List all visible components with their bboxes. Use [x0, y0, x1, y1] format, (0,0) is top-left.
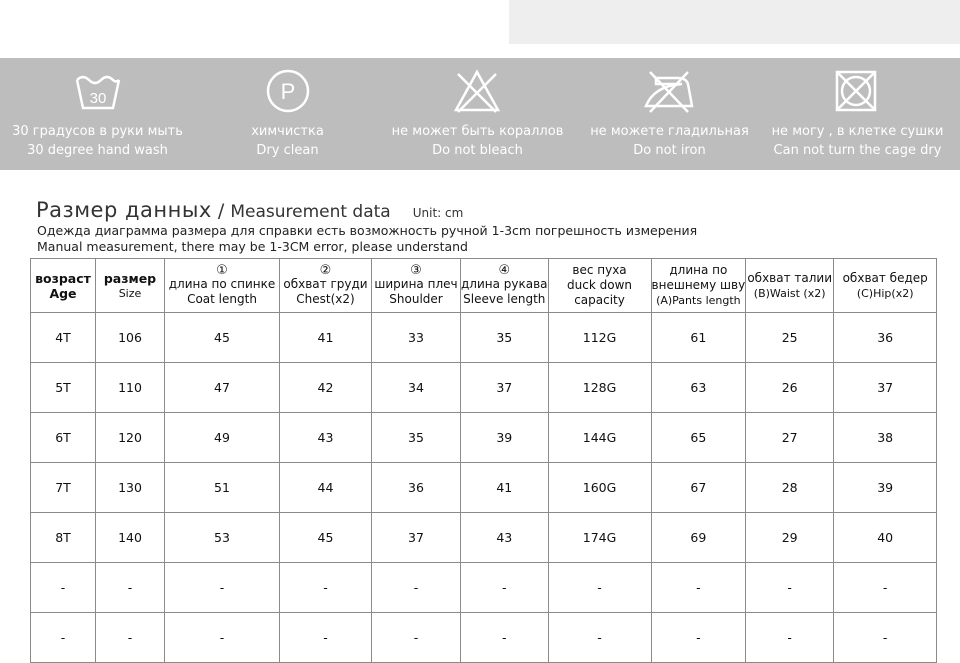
cell-sleeve-length: 37	[461, 363, 549, 413]
cell-age: 8T	[31, 513, 96, 563]
note-en: Manual measurement, there may be 1-3CM error, please understand	[37, 239, 468, 254]
cell-sleeve-length: 43	[461, 513, 549, 563]
cell-hip: 37	[834, 363, 937, 413]
cell-coat-length: 47	[165, 363, 280, 413]
care-en-text: Dry clean	[256, 143, 319, 158]
header-size: размер Size	[96, 259, 165, 313]
top-gray-box	[509, 0, 960, 44]
care-ru-text: химчистка	[251, 124, 324, 139]
cell-shoulder: -	[372, 613, 461, 663]
header-shoulder: ③ ширина плеч Shoulder	[372, 259, 461, 313]
cell-down-capacity: 174G	[548, 513, 651, 563]
care-instructions-band	[0, 58, 960, 170]
care-ru-text: не могу , в клетке сушки	[771, 124, 944, 139]
care-hand-wash	[0, 58, 195, 170]
heading-unit: Unit: cm	[412, 206, 464, 220]
header-coat-length: ① длина по спинке Coat length	[165, 259, 280, 313]
cell-waist: 29	[746, 513, 834, 563]
cell-hip: 38	[834, 413, 937, 463]
cell-chest: 43	[280, 413, 372, 463]
heading-ru: Размер данных	[36, 198, 212, 222]
cell-coat-length: 53	[165, 513, 280, 563]
cell-coat-length: -	[165, 613, 280, 663]
cell-coat-length: 51	[165, 463, 280, 513]
cell-down-capacity: 128G	[548, 363, 651, 413]
cell-sleeve-length: 39	[461, 413, 549, 463]
cell-shoulder: 34	[372, 363, 461, 413]
cell-down-capacity: 144G	[548, 413, 651, 463]
cell-hip: -	[834, 563, 937, 613]
care-no-bleach	[380, 58, 575, 170]
cell-size: 110	[96, 363, 165, 413]
care-dry-clean	[190, 58, 385, 170]
cell-chest: -	[280, 563, 372, 613]
cell-coat-length: 45	[165, 313, 280, 363]
cell-waist: 25	[746, 313, 834, 363]
cell-down-capacity: 112G	[548, 313, 651, 363]
care-no-iron	[572, 58, 767, 170]
cell-sleeve-length: 35	[461, 313, 549, 363]
cell-size: 106	[96, 313, 165, 363]
cell-shoulder: 33	[372, 313, 461, 363]
dry-clean-p-icon	[265, 68, 311, 114]
cell-coat-length: 49	[165, 413, 280, 463]
no-iron-icon	[642, 68, 696, 114]
cell-sleeve-length: 41	[461, 463, 549, 513]
cell-chest: 44	[280, 463, 372, 513]
cell-coat-length: -	[165, 563, 280, 613]
cell-waist: 27	[746, 413, 834, 463]
cell-pants-length: 61	[651, 313, 746, 363]
cell-size: -	[96, 563, 165, 613]
header-pants-length: длина по внешнему шву (A)Pants length	[651, 259, 746, 313]
cell-size: 140	[96, 513, 165, 563]
table-row	[31, 463, 937, 513]
cell-waist: 26	[746, 363, 834, 413]
no-tumble-dry-icon	[833, 68, 879, 114]
cell-waist: -	[746, 563, 834, 613]
cell-size: -	[96, 613, 165, 663]
cell-pants-length: 69	[651, 513, 746, 563]
header-hip: обхват бедер (C)Hip(x2)	[834, 259, 937, 313]
cell-waist: -	[746, 613, 834, 663]
cell-chest: -	[280, 613, 372, 663]
header-chest: ② обхват груди Chest(x2)	[280, 259, 372, 313]
cell-hip: 36	[834, 313, 937, 363]
cell-shoulder: 35	[372, 413, 461, 463]
cell-age: 5T	[31, 363, 96, 413]
cell-down-capacity: -	[548, 613, 651, 663]
cell-sleeve-length: -	[461, 613, 549, 663]
cell-age: 7T	[31, 463, 96, 513]
cell-age: 6T	[31, 413, 96, 463]
care-ru-text: не может быть кораллов	[391, 124, 564, 139]
cell-pants-length: 63	[651, 363, 746, 413]
header-down-capacity: вес пуха duck down capacity	[548, 259, 651, 313]
measurement-heading	[36, 198, 463, 222]
cell-chest: 41	[280, 313, 372, 363]
cell-hip: 39	[834, 463, 937, 513]
cell-waist: 28	[746, 463, 834, 513]
note-ru: Одежда диаграмма размера для справки есть возможность ручной 1-3cm погрешность измерения	[37, 223, 698, 238]
cell-size: 120	[96, 413, 165, 463]
heading-en: Measurement data	[230, 202, 391, 222]
no-bleach-icon	[452, 68, 502, 114]
cell-chest: 42	[280, 363, 372, 413]
cell-chest: 45	[280, 513, 372, 563]
cell-sleeve-length: -	[461, 563, 549, 613]
care-en-text: Do not iron	[633, 143, 706, 158]
cell-age: 4T	[31, 313, 96, 363]
cell-down-capacity: -	[548, 563, 651, 613]
table-row	[31, 513, 937, 563]
size-chart-table	[30, 258, 937, 663]
hand-wash-30-icon	[73, 68, 123, 114]
header-age: возраст Age	[31, 259, 96, 313]
table-header-row	[31, 259, 937, 313]
dry-clean-letter: P	[280, 79, 296, 104]
header-sleeve-length: ④ длина рукава Sleeve length	[461, 259, 549, 313]
table-row	[31, 563, 937, 613]
cell-size: 130	[96, 463, 165, 513]
cell-shoulder: -	[372, 563, 461, 613]
cell-age: -	[31, 613, 96, 663]
wash-temperature: 30	[89, 90, 107, 107]
heading-separator: /	[211, 200, 231, 222]
cell-pants-length: 67	[651, 463, 746, 513]
care-ru-text: 30 градусов в руки мыть	[12, 124, 183, 139]
table-row	[31, 613, 937, 663]
care-ru-text: не можете гладильная	[590, 124, 749, 139]
cell-pants-length: -	[651, 563, 746, 613]
table-row	[31, 413, 937, 463]
header-waist: обхват талии (B)Waist (x2)	[746, 259, 834, 313]
cell-down-capacity: 160G	[548, 463, 651, 513]
table-row	[31, 363, 937, 413]
cell-pants-length: -	[651, 613, 746, 663]
cell-hip: 40	[834, 513, 937, 563]
care-en-text: Can not turn the cage dry	[773, 143, 942, 158]
care-en-text: Do not bleach	[432, 143, 523, 158]
table-row	[31, 313, 937, 363]
cell-hip: -	[834, 613, 937, 663]
cell-shoulder: 37	[372, 513, 461, 563]
cell-pants-length: 65	[651, 413, 746, 463]
cell-age: -	[31, 563, 96, 613]
cell-shoulder: 36	[372, 463, 461, 513]
care-en-text: 30 degree hand wash	[27, 143, 168, 158]
care-no-tumble-dry	[760, 58, 955, 170]
